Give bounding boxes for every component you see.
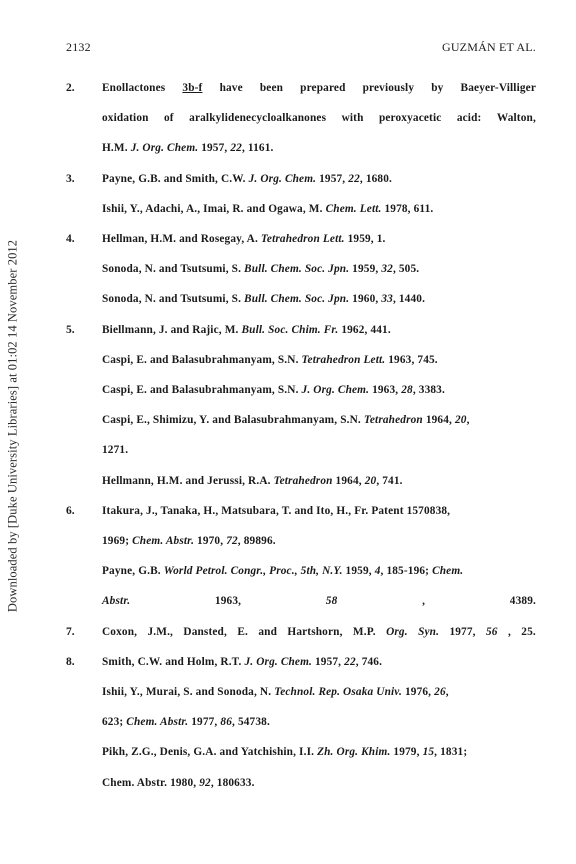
reference-line: 1271. bbox=[102, 444, 129, 457]
reference-word: have bbox=[219, 82, 243, 94]
italic-text: Tetrahedron Lett. bbox=[260, 233, 345, 245]
reference-line: Caspi, E. and Balasubrahmanyam, S.N. J. Org. Chem. 1963, 28, 3383. bbox=[102, 384, 445, 396]
reference-line: Ishii, Y., Murai, S. and Sonoda, N. Technol. Rep. Osaka Univ. 1976, 26, bbox=[102, 686, 449, 698]
reference-number: 6. bbox=[66, 504, 75, 517]
reference-word: prepared bbox=[300, 82, 346, 94]
italic-text: 22 bbox=[230, 142, 242, 155]
reference-word: M.P. bbox=[352, 625, 376, 638]
reference-number: 5. bbox=[66, 323, 75, 336]
italic-text: 92 bbox=[199, 776, 211, 789]
italic-text: 33 bbox=[381, 293, 393, 306]
reference-word: 56 bbox=[485, 625, 498, 638]
italic-text: Tetrahedron Lett. bbox=[301, 353, 386, 366]
reference-line: Sonoda, N. and Tsutsumi, S. Bull. Chem. Soc. Jpn. 1960, 33, 1440. bbox=[102, 293, 426, 306]
reference-word: oxidation bbox=[102, 112, 149, 125]
italic-text: Bull. Chem. Soc. Jpn. bbox=[244, 293, 350, 306]
reference-word: Enollactones bbox=[102, 82, 166, 94]
italic-text: Chem. Abstr. bbox=[132, 535, 195, 547]
italic-text: World Petrol. Congr., Proc., 5th, N.Y. bbox=[163, 565, 343, 578]
page-number: 2132 bbox=[66, 40, 91, 54]
reference-word: and bbox=[258, 625, 278, 638]
italic-text: Chem. bbox=[432, 565, 464, 578]
reference-word: E. bbox=[237, 625, 248, 638]
reference-word: Walton, bbox=[496, 112, 536, 125]
italic-text: Chem. Lett. bbox=[325, 202, 382, 215]
reference-line: Payne, G.B. World Petrol. Congr., Proc., 5th, N.Y. 1959, 4, 185-196; Chem. bbox=[102, 565, 464, 578]
reference-line bbox=[102, 595, 536, 607]
italic-text: Bull. Chem. Soc. Jpn. bbox=[244, 263, 350, 276]
reference-word: acid: bbox=[456, 112, 482, 125]
reference-word: 58 bbox=[325, 595, 338, 608]
reference-word: of bbox=[164, 112, 174, 125]
italic-text: 28 bbox=[401, 384, 413, 396]
reference-word: previously bbox=[362, 82, 415, 94]
reference-line: Biellmann, J. and Rajic, M. Bull. Soc. Chim. Fr. 1962, 441. bbox=[102, 323, 391, 336]
italic-text: J. Org. Chem. bbox=[248, 172, 317, 185]
reference-number: 2. bbox=[66, 82, 75, 94]
reference-number: 7. bbox=[66, 625, 75, 638]
reference-word: Coxon, bbox=[102, 625, 138, 638]
reference-line bbox=[102, 82, 536, 94]
reference-line: Payne, G.B. and Smith, C.W. J. Org. Chem. 1957, 22, 1680. bbox=[102, 172, 392, 185]
italic-text: 72 bbox=[226, 535, 238, 547]
reference-word: 1977, bbox=[449, 625, 476, 638]
reference-line: Hellman, H.M. and Rosegay, A. Tetrahedron Lett. 1959, 1. bbox=[102, 233, 386, 245]
reference-word: peroxyacetic bbox=[378, 112, 442, 125]
italic-text: 20 bbox=[454, 414, 467, 427]
italic-text: Tetrahedron bbox=[273, 474, 333, 487]
reference-word: been bbox=[259, 82, 284, 94]
italic-text: J. Org. Chem. bbox=[301, 384, 370, 396]
reference-line: Hellmann, H.M. and Jerussi, R.A. Tetrahedron 1964, 20, 741. bbox=[102, 474, 403, 487]
reference-word: Dansted, bbox=[183, 625, 227, 638]
italic-text: 20 bbox=[364, 474, 377, 487]
reference-line: Caspi, E., Shimizu, Y. and Balasubrahmanyam, S.N. Tetrahedron 1964, 20, bbox=[102, 414, 470, 427]
reference-number: 8. bbox=[66, 655, 75, 668]
reference-word: Baeyer-Villiger bbox=[460, 82, 536, 94]
reference-word: Abstr. bbox=[102, 595, 131, 608]
reference-line: Smith, C.W. and Holm, R.T. J. Org. Chem. 1957, 22, 746. bbox=[102, 655, 383, 668]
italic-text: 32 bbox=[381, 263, 393, 276]
italic-text: Zh. Org. Khim. bbox=[317, 746, 391, 759]
reference-line: H.M. J. Org. Chem. 1957, 22, 1161. bbox=[102, 142, 274, 155]
reference-word: J.M., bbox=[147, 625, 174, 638]
reference-word: , bbox=[422, 595, 426, 608]
page-header bbox=[66, 40, 536, 56]
reference-word: 4389. bbox=[509, 595, 536, 608]
italic-text: Tetrahedron bbox=[363, 414, 423, 427]
reference-line bbox=[102, 112, 536, 124]
italic-text: Technol. Rep. Osaka Univ. bbox=[274, 686, 403, 698]
italic-text: Bull. Soc. Chim. Fr. bbox=[241, 323, 339, 336]
reference-word: 1963, bbox=[214, 595, 242, 608]
reference-line: Sonoda, N. and Tsutsumi, S. Bull. Chem. Soc. Jpn. 1959, 32, 505. bbox=[102, 263, 420, 276]
italic-text: 26 bbox=[434, 686, 446, 698]
italic-text: Chem. Abstr. bbox=[126, 716, 189, 729]
reference-line: Ishii, Y., Adachi, A., Imai, R. and Ogawa, M. Chem. Lett. 1978, 611. bbox=[102, 202, 434, 215]
reference-word: Syn. bbox=[418, 625, 440, 638]
running-head: GUZMÁN ET AL. bbox=[441, 40, 536, 54]
reference-word: 25. bbox=[521, 625, 536, 638]
reference-line: Pikh, Z.G., Denis, G.A. and Yatchishin, I.I. Zh. Org. Khim. 1979, 15, 1831; bbox=[102, 746, 468, 759]
reference-number: 4. bbox=[66, 233, 75, 245]
reference-word: 3b-f bbox=[182, 82, 203, 94]
italic-text: J. Org. Chem. bbox=[130, 142, 199, 155]
reference-number: 3. bbox=[66, 172, 75, 185]
italic-text: J. Org. Chem. bbox=[244, 655, 313, 668]
reference-line: Caspi, E. and Balasubrahmanyam, S.N. Tetrahedron Lett. 1963, 745. bbox=[102, 353, 438, 366]
reference-word: aralkylidenecycloalkanones bbox=[189, 112, 327, 125]
reference-word: Hartshorn, bbox=[287, 625, 343, 638]
italic-text: 4 bbox=[374, 565, 381, 578]
italic-text: 15 bbox=[422, 746, 435, 759]
reference-line: 623; Chem. Abstr. 1977, 86, 54738. bbox=[102, 716, 270, 729]
reference-line: Itakura, J., Tanaka, H., Matsubara, T. and Ito, H., Fr. Patent 1570838, bbox=[102, 504, 451, 517]
italic-text: 86 bbox=[220, 716, 232, 729]
reference-word: , bbox=[507, 625, 511, 638]
reference-word: Org. bbox=[386, 625, 408, 638]
italic-text: 22 bbox=[344, 655, 356, 668]
reference-line bbox=[102, 626, 536, 638]
download-watermark: Downloaded by [Duke University Libraries] at 01:02 14 November 2012 bbox=[5, 239, 20, 613]
reference-word: by bbox=[431, 82, 444, 94]
italic-text: 22 bbox=[348, 172, 360, 185]
reference-line: Chem. Abstr. 1980, 92, 180633. bbox=[102, 776, 255, 789]
reference-word: with bbox=[341, 112, 364, 125]
reference-line: 1969; Chem. Abstr. 1970, 72, 89896. bbox=[102, 535, 276, 547]
